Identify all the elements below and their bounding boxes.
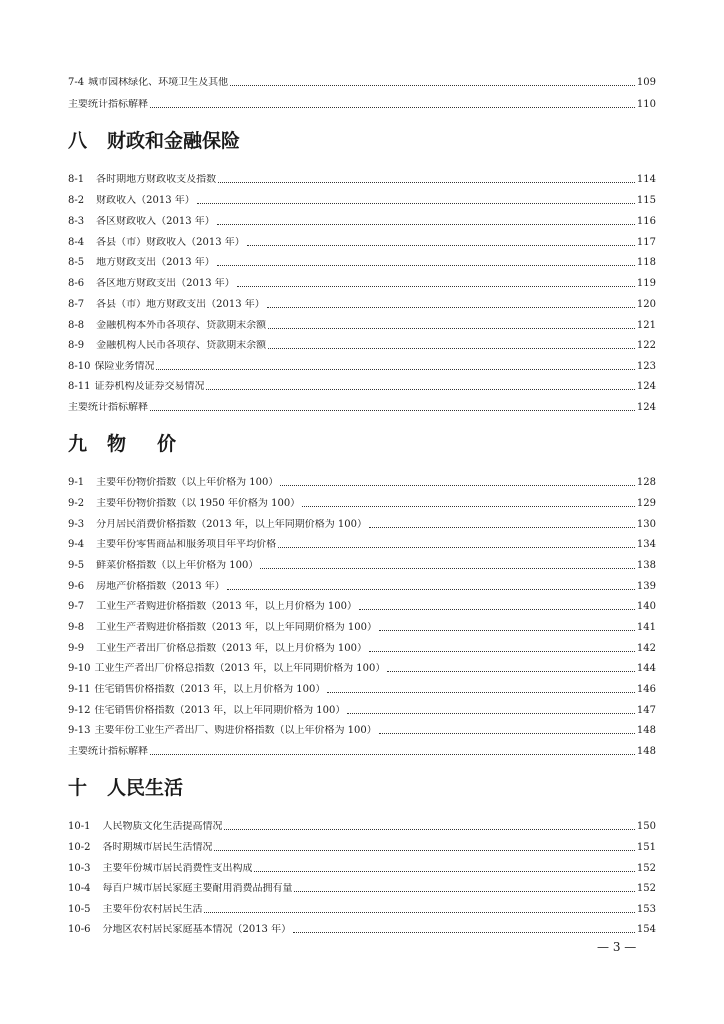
toc-number: 9-6 [68,581,85,592]
toc-number: 9-3 [68,519,85,530]
leader-dots [347,712,635,714]
toc-title: 各区财政收入（2013 年） [96,216,215,227]
toc-page: 152 [636,883,656,894]
section-heading-number: 十 [68,777,88,799]
leader-dots [237,285,635,287]
leader-dots [230,84,635,86]
toc-page: 140 [636,601,656,612]
toc-title: 各区地方财政支出（2013 年） [96,278,235,289]
leader-dots [204,911,634,913]
toc-page: 148 [636,746,656,757]
toc-row [68,212,656,228]
toc-title: 各时期城市居民生活情况 [102,842,213,853]
toc-title: 每百户城市居民家庭主要耐用消费品拥有量 [102,883,293,894]
toc-row [68,900,656,916]
section-heading [68,130,240,152]
toc-page: 146 [636,684,656,695]
toc-row [68,336,656,352]
toc-row [68,316,656,332]
leader-dots [218,181,635,183]
toc-row [68,680,656,696]
leader-dots [260,567,635,569]
toc-page: 117 [636,237,656,248]
toc-row [68,659,656,675]
toc-page: 128 [636,477,656,488]
toc-title: 金融机构人民币各项存、贷款期末余额 [96,340,267,351]
toc-number: 10-3 [68,863,91,874]
toc-row [68,233,656,249]
toc-title: 住宅销售价格指数（2013 年，以上年同期价格为 100） [94,705,346,716]
leader-dots [278,546,635,548]
toc-number: 8-11 [68,381,91,392]
leader-dots [294,890,634,892]
leader-dots [369,526,635,528]
toc-number: 9-13 [68,725,91,736]
toc-page: 130 [636,519,656,530]
leader-dots [206,388,634,390]
toc-title: 地方财政支出（2013 年） [96,257,215,268]
section-heading-title: 物 价 [107,433,183,455]
toc-number: 8-6 [68,278,85,289]
toc-number: 9-2 [68,498,85,509]
toc-page: 123 [636,361,656,372]
leader-dots [217,264,635,266]
toc-row [68,515,656,531]
toc-page: 109 [636,77,656,88]
toc-title: 房地产价格指数（2013 年） [96,581,225,592]
toc-number: 9-4 [68,539,85,550]
toc-page: 141 [636,622,656,633]
toc-number: 8-8 [68,320,85,331]
toc-number: 8-7 [68,299,85,310]
toc-title: 金融机构本外币各项存、贷款期末余额 [96,320,267,331]
leader-dots [224,828,634,830]
toc-number: 9-11 [68,684,91,695]
toc-number: 10-1 [68,821,91,832]
toc-page: 110 [636,99,656,110]
toc-row [68,191,656,207]
toc-number: 9-7 [68,601,85,612]
toc-page: 142 [636,643,656,654]
toc-row [68,95,656,111]
toc-title: 鲜菜价格指数（以上年价格为 100） [96,560,259,571]
toc-page: 147 [636,705,656,716]
toc-row [68,838,656,854]
section-heading-title: 人民生活 [107,777,184,799]
toc-title: 主要年份工业生产者出厂、购进价格指数（以上年价格为 100） [94,725,377,736]
leader-dots [359,608,635,610]
toc-page: 153 [636,904,656,915]
toc-row [68,639,656,655]
toc-page: 122 [636,340,656,351]
toc-number: 9-12 [68,705,91,716]
leader-dots [327,691,635,693]
toc-title: 证券机构及证券交易情况 [94,381,205,392]
toc-page: 124 [636,402,656,413]
leader-dots [254,870,634,872]
toc-number: 10-6 [68,924,91,935]
toc-title: 分月居民消费价格指数（2013 年，以上年同期价格为 100） [96,519,368,530]
leader-dots [150,409,635,411]
leader-dots [387,670,635,672]
toc-number: 7-4 [68,77,85,88]
leader-dots [197,202,635,204]
toc-title: 人民物质文化生活提高情况 [102,821,223,832]
leader-dots [150,753,635,755]
leader-dots [379,629,635,631]
toc-page: 150 [636,821,656,832]
toc-row [68,920,656,936]
toc-number: 9-9 [68,643,85,654]
toc-title: 分地区农村居民家庭基本情况（2013 年） [102,924,292,935]
toc-page: 119 [636,278,656,289]
toc-number: 8-10 [68,361,91,372]
toc-title: 工业生产者购进价格指数（2013 年，以上月价格为 100） [96,601,358,612]
toc-row [68,597,656,613]
toc-title: 各县（市）地方财政支出（2013 年） [96,299,265,310]
toc-row [68,859,656,875]
toc-row [68,473,656,489]
toc-title: 工业生产者出厂价格总指数（2013 年，以上月价格为 100） [96,643,368,654]
toc-row [68,817,656,833]
toc-title: 城市园林绿化、环境卫生及其他 [88,77,229,88]
leader-dots [217,223,635,225]
toc-page: 148 [636,725,656,736]
leader-dots [280,484,635,486]
toc-row [68,618,656,634]
toc-page: 154 [636,924,656,935]
toc-title: 主要统计指标解释 [68,99,148,110]
toc-page: 134 [636,539,656,550]
toc-row [68,879,656,895]
toc-title: 各时期地方财政收支及指数 [96,174,217,185]
section-heading-number: 八 [68,130,88,152]
leader-dots [293,931,635,933]
toc-page: 116 [636,216,656,227]
toc-number: 8-9 [68,340,85,351]
page-number: — 3 — [597,940,637,954]
toc-title: 主要年份城市居民消费性支出构成 [102,863,253,874]
toc-row [68,377,656,393]
toc-row [68,170,656,186]
toc-page: 118 [636,257,656,268]
leader-dots [369,650,635,652]
toc-page: 120 [636,299,656,310]
toc-row [68,556,656,572]
toc-number: 10-5 [68,904,91,915]
toc-number: 9-5 [68,560,85,571]
section-heading [68,433,182,455]
section-heading [68,777,183,799]
leader-dots [227,588,635,590]
toc-number: 9-1 [68,477,85,488]
leader-dots [267,306,635,308]
toc-row [68,494,656,510]
toc-title: 工业生产者出厂价格总指数（2013 年，以上年同期价格为 100） [94,663,386,674]
toc-page: 114 [636,174,656,185]
toc-number: 9-8 [68,622,85,633]
toc-row [68,398,656,414]
toc-title: 各县（市）财政收入（2013 年） [96,237,245,248]
toc-title: 主要统计指标解释 [68,402,148,413]
toc-row [68,295,656,311]
toc-title: 主要年份物价指数（以上年价格为 100） [96,477,279,488]
toc-row [68,742,656,758]
toc-title: 主要年份零售商品和服务项目年平均价格 [96,539,277,550]
toc-row [68,73,656,89]
toc-row [68,357,656,373]
toc-page: 115 [636,195,656,206]
toc-title: 主要年份物价指数（以 1950 年价格为 100） [96,498,301,509]
toc-number: 8-1 [68,174,85,185]
toc-title: 住宅销售价格指数（2013 年，以上月价格为 100） [94,684,326,695]
toc-page: 152 [636,863,656,874]
toc-page: 144 [636,663,656,674]
toc-title: 主要统计指标解释 [68,746,148,757]
toc-title: 主要年份农村居民生活 [102,904,203,915]
leader-dots [268,347,635,349]
section-heading-title: 财政和金融保险 [107,130,241,152]
leader-dots [379,732,635,734]
toc-title: 财政收入（2013 年） [96,195,195,206]
toc-number: 8-4 [68,237,85,248]
toc-number: 8-5 [68,257,85,268]
leader-dots [268,327,635,329]
toc-page: 151 [636,842,656,853]
section-heading-number: 九 [68,433,88,455]
toc-number: 8-2 [68,195,85,206]
toc-row [68,253,656,269]
toc-number: 10-2 [68,842,91,853]
toc-number: 9-10 [68,663,91,674]
toc-title: 保险业务情况 [94,361,155,372]
leader-dots [302,505,635,507]
toc-page: 139 [636,581,656,592]
toc-page: 121 [636,320,656,331]
toc-row [68,274,656,290]
leader-dots [156,368,634,370]
leader-dots [214,849,634,851]
toc-number: 10-4 [68,883,91,894]
toc-page: 124 [636,381,656,392]
toc-row [68,721,656,737]
toc-number: 8-3 [68,216,85,227]
toc-row [68,535,656,551]
toc-page: 138 [636,560,656,571]
leader-dots [150,106,635,108]
leader-dots [247,244,635,246]
toc-row [68,701,656,717]
toc-row [68,577,656,593]
toc-page: 129 [636,498,656,509]
toc-title: 工业生产者购进价格指数（2013 年，以上年同期价格为 100） [96,622,378,633]
